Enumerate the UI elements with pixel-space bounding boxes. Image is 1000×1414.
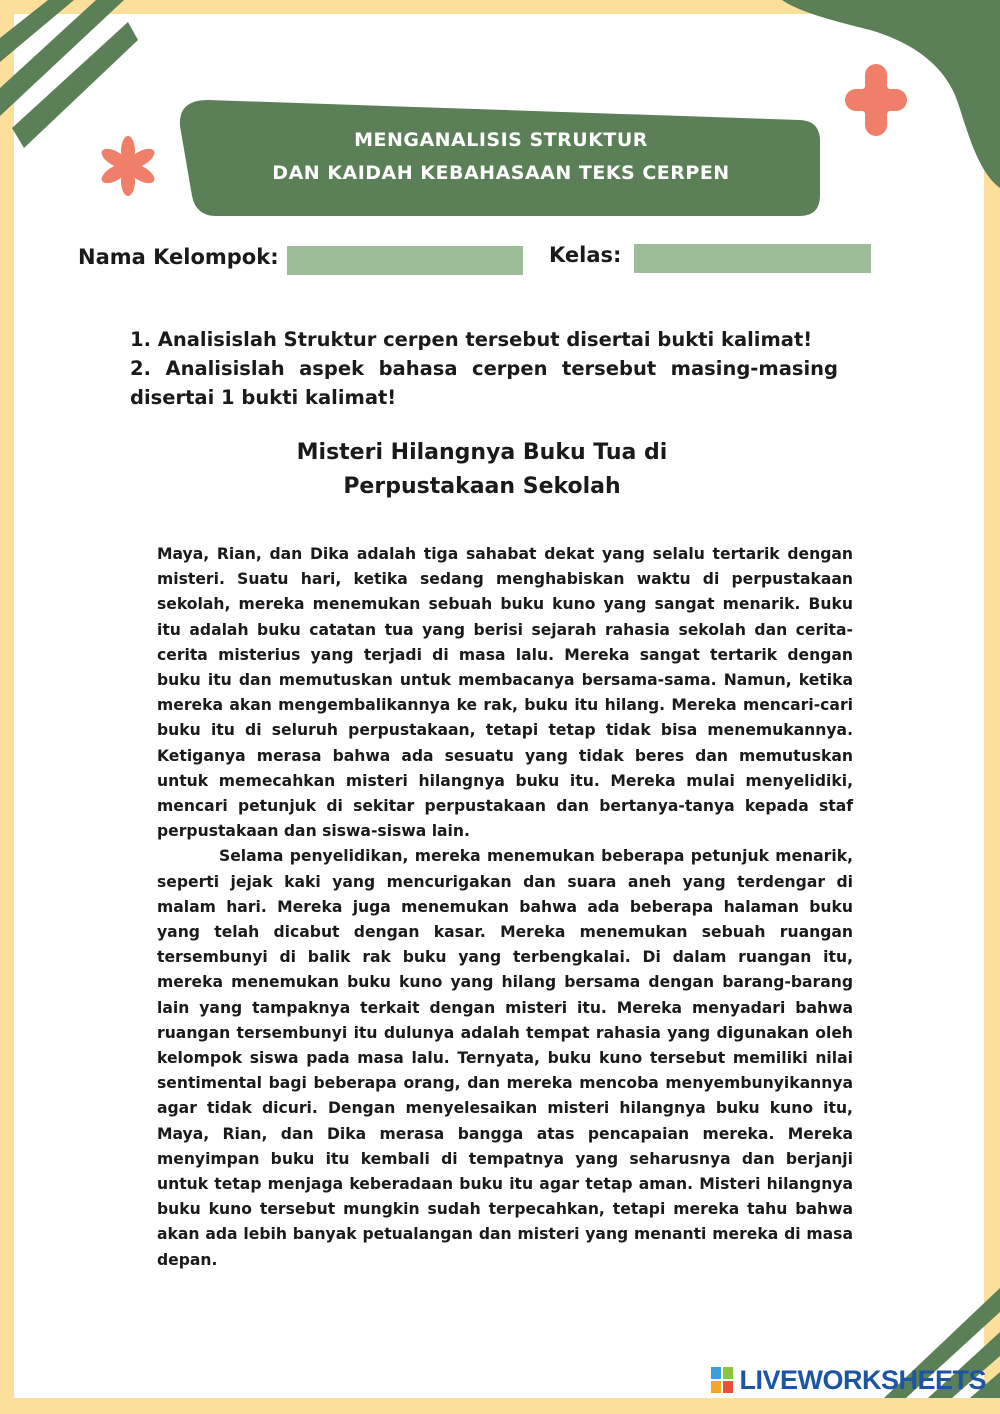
worksheet-title-line2: DAN KAIDAH KEBAHASAAN TEKS CERPEN <box>272 162 730 184</box>
instruction-item-2: 2. Analisislah aspek bahasa cerpen tersebut masing-masing disertai 1 bukti kalimat! <box>130 357 838 409</box>
worksheet-title <box>183 124 819 190</box>
class-field[interactable] <box>634 244 871 273</box>
group-name-label: Nama Kelompok: <box>78 245 279 269</box>
story-title-line2: Perpustakaan Sekolah <box>343 474 621 499</box>
group-name-field[interactable] <box>287 246 523 275</box>
brand-name: LIVEWORKSHEETS <box>739 1364 986 1395</box>
class-label: Kelas: <box>549 243 622 267</box>
story-paragraph-2: Selama penyelidikan, mereka menemukan beberapa petunjuk menarik, seperti jejak kaki yang mencurigakan dan suara aneh yang terdengar di malam hari. Mereka juga menemukan bahwa ada beberapa halaman buku yang telah dicabut dengan kasar. Mereka menemukan sebuah ruangan tersembunyi di balik rak buku yang terbengkalai. Di dalam ruangan itu, mereka menemukan buku kuno yang hilang bersama dengan barang-barang lain yang tampaknya terkait dengan misteri itu. Mereka menyadari bahwa ruangan tersembunyi itu dulunya adalah tempat rahasia yang digunakan oleh kelompok siswa pada masa lalu. Ternyata, buku kuno tersebut memiliki nilai sentimental bagi beberapa orang, dan mereka mencoba menyembunyikannya agar tidak dicuri. Dengan menyelesaikan misteri hilangnya buku kuno itu, Maya, Rian, dan Dika merasa bangga atas pencapaian mereka. Mereka menyimpan buku itu kembali di tempatnya yang seharusnya dan berjanji untuk tetap menjaga keberadaan buku itu agar tetap aman. Misteri hilangnya buku kuno tersebut mungkin sudah terpecahkan, tetapi mereka tahu bahwa akan ada lebih banyak petualangan dan misteri yang menanti mereka di masa depan. <box>157 847 853 1269</box>
instructions-list <box>130 325 838 412</box>
story-body <box>157 542 853 1273</box>
instruction-item-1: 1. Analisislah Struktur cerpen tersebut disertai bukti kalimat! <box>130 328 813 351</box>
liveworksheets-brand <box>711 1364 986 1396</box>
worksheet-title-line1: MENGANALISIS STRUKTUR <box>354 129 648 151</box>
story-title-line1: Misteri Hilangnya Buku Tua di <box>296 440 668 465</box>
brush-strokes-top-left <box>0 0 138 148</box>
asterisk-flower-icon <box>99 136 158 196</box>
story-title <box>250 436 714 504</box>
plus-sparkle-icon <box>845 64 907 136</box>
story-paragraph-1: Maya, Rian, dan Dika adalah tiga sahabat dekat yang selalu tertarik dengan misteri. Suatu hari, ketika sedang menghabiskan waktu di perpustakaan sekolah, mereka menemukan sebuah buku kuno yang sangat menarik. Buku itu adalah buku catatan tua yang berisi sejarah rahasia sekolah dan cerita-cerita misterius yang terjadi di masa lalu. Mereka sangat tertarik dengan buku itu dan memutuskan untuk membacanya bersama-sama. Namun, ketika mereka akan mengembalikannya ke rak, buku itu hilang. Mereka mencari-cari buku itu di seluruh perpustakaan, tetapi tetap tidak bisa menemukannya. Ketiganya merasa bahwa ada sesuatu yang tidak beres dan memutuskan untuk memecahkan misteri hilangnya buku itu. Mereka mulai menyelidiki, mencari petunjuk di sekitar perpustakaan dan bertanya-tanya kepada staf perpustakaan dan siswa-siswa lain. <box>157 545 853 841</box>
liveworksheets-logo-icon <box>711 1367 733 1393</box>
